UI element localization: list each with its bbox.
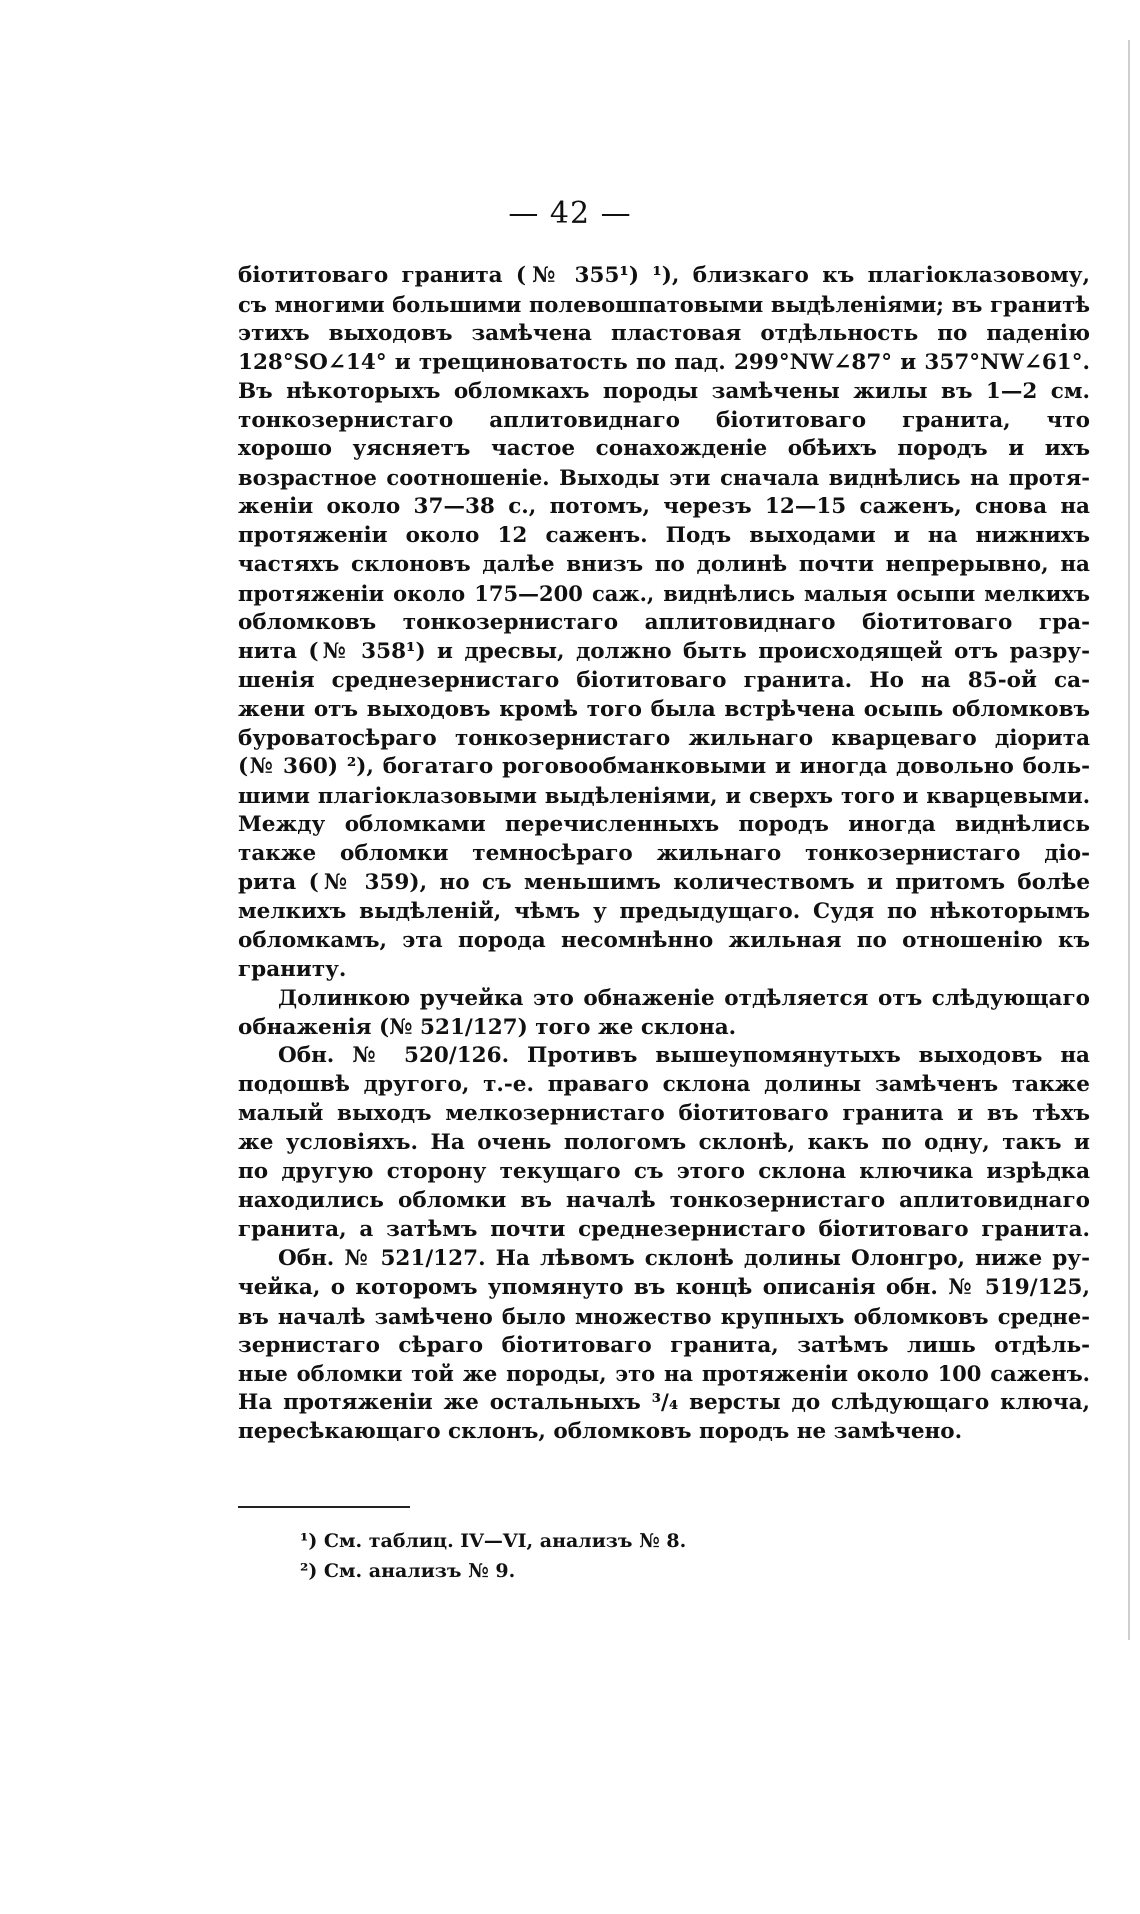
paragraph-start-line: Обн. № 520/126. Противъ вышеупомянутыхъ выходовъ на <box>278 1043 1090 1069</box>
text-line: женіи около 37—38 с., потомъ, черезъ 12—15 саженъ, снова на <box>238 494 1090 520</box>
body-text <box>238 262 1090 1447</box>
text-line: ные обломки той же породы, это на протяженіи около 100 саженъ. <box>238 1361 1090 1387</box>
text-line: На протяженіи же остальныхъ ³/₄ версты до слѣдующаго ключа, <box>238 1390 1090 1416</box>
text-line: находились обломки въ началѣ тонкозернистаго аплитовиднаго <box>238 1188 1090 1213</box>
page-number: — 42 — <box>508 196 632 231</box>
text-line: обломкамъ, эта порода несомнѣнно жильная по отношенію къ <box>238 927 1090 953</box>
text-line: обломковъ тонкозернистаго аплитовиднаго біотитоваго гра- <box>238 609 1090 635</box>
text-line: тонкозернистаго аплитовиднаго біотитоваго гранита, что <box>238 407 1090 433</box>
text-line: подошвѣ другого, т.-е. праваго склона долины замѣченъ также <box>238 1072 1090 1098</box>
text-line: граниту. <box>238 956 347 982</box>
text-line: жени отъ выходовъ кромѣ того была встрѣчена осыпь обломковъ <box>238 696 1090 722</box>
text-line: частяхъ склоновъ далѣе внизъ по долинѣ почти непрерывно, на <box>238 552 1090 578</box>
text-line: этихъ выходовъ замѣчена пластовая отдѣльность по паденію <box>238 320 1090 346</box>
text-line: протяженіи около 175—200 саж., виднѣлись малыя осыпи мелкихъ <box>238 580 1090 606</box>
text-line: Въ нѣкоторыхъ обломкахъ породы замѣчены жилы въ 1—2 см. <box>238 378 1090 404</box>
footnote-1: ¹) См. таблиц. IV—VI, анализъ № 8. <box>300 1530 687 1552</box>
text-line: также обломки темносѣраго жильнаго тонкозернистаго діо- <box>238 841 1090 867</box>
text-line: рита (№ 359), но съ меньшимъ количествомъ и притомъ болѣе <box>238 870 1090 896</box>
text-line: шими плагіоклазовыми выдѣленіями, и сверхъ того и кварцевыми. <box>238 783 1090 809</box>
footnote-2: ²) См. анализъ № 9. <box>300 1560 516 1582</box>
text-line: 128°SO∠14° и трещиноватость по пад. 299°NW∠87° и 357°NW∠61°. <box>238 349 1090 375</box>
paragraph-start-line: Обн. № 521/127. На лѣвомъ склонѣ долины Олонгро, ниже ру- <box>278 1245 1090 1271</box>
footnote-separator <box>238 1506 410 1508</box>
text-line: гранита, а затѣмъ почти среднезернистаго біотитоваго гранита. <box>238 1216 1090 1242</box>
text-line: по другую сторону текущаго съ этого склона ключика изрѣдка <box>238 1159 1090 1185</box>
scan-edge-line <box>1128 40 1130 1640</box>
footnotes <box>300 1526 686 1586</box>
text-line: пересѣкающаго склонъ, обломковъ породъ не замѣчено. <box>238 1419 963 1445</box>
text-line: хорошо уясняетъ частое сонахожденіе обѣихъ породъ и ихъ <box>238 436 1090 462</box>
text-line: чейка, о которомъ упомянуто въ концѣ описанія обн. № 519/125, <box>238 1274 1090 1300</box>
text-line: Между обломками перечисленныхъ породъ иногда виднѣлись <box>238 812 1090 838</box>
text-line: же условіяхъ. На очень пологомъ склонѣ, какъ по одну, такъ и <box>238 1130 1090 1156</box>
text-line: мелкихъ выдѣленій, чѣмъ у предыдущаго. Судя по нѣкоторымъ <box>238 898 1090 924</box>
text-line: біотитоваго гранита (№ 355¹) ¹), близкаго къ плагіоклазовому, <box>238 263 1090 288</box>
text-line: нита (№ 358¹) и дресвы, должно быть происходящей отъ разру- <box>238 638 1090 664</box>
text-line: шенія среднезернистаго біотитоваго гранита. Но на 85-ой са- <box>238 667 1090 693</box>
text-line: протяженіи около 12 саженъ. Подъ выходами и на нижнихъ <box>238 523 1090 549</box>
text-line: въ началѣ замѣчено было множество крупныхъ обломковъ средне- <box>238 1303 1090 1329</box>
text-line: зернистаго сѣраго біотитоваго гранита, затѣмъ лишь отдѣль- <box>238 1332 1090 1358</box>
paragraph-start-line: Долинкою ручейка это обнаженіе отдѣляется отъ слѣдующаго <box>278 985 1090 1011</box>
text-line: возрастное соотношеніе. Выходы эти сначала виднѣлись на протя- <box>238 465 1090 491</box>
text-line: буроватосѣраго тонкозернистаго жильнаго кварцеваго діорита <box>238 725 1090 751</box>
text-line: обнаженія (№ 521/127) того же склона. <box>238 1014 737 1040</box>
text-line: съ многими большими полевошпатовыми выдѣленіями; въ гранитѣ <box>238 291 1090 317</box>
text-line: (№ 360) ²), богатаго роговообманковыми и иногда довольно боль- <box>238 754 1090 780</box>
text-line: малый выходъ мелкозернистаго біотитоваго гранита и въ тѣхъ <box>238 1101 1090 1127</box>
